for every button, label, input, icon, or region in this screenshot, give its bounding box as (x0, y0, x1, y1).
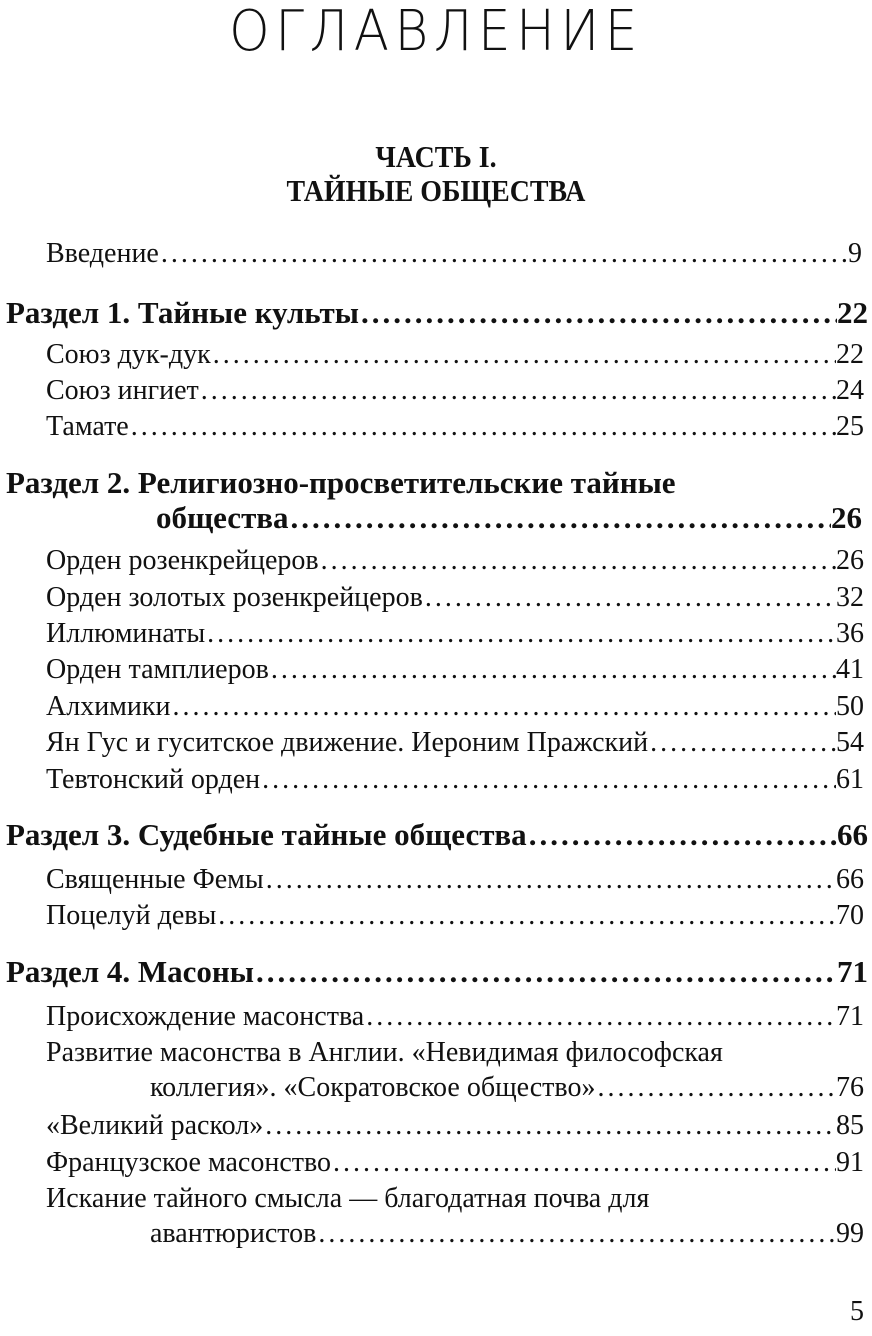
dot-leader (359, 295, 837, 331)
toc-page-number: 24 (836, 375, 864, 406)
dot-leader (211, 337, 836, 373)
toc-entry-label: Искание тайного смысла — благодатная почва для (46, 1183, 650, 1214)
toc-section-4[interactable] (6, 954, 868, 990)
toc-entry[interactable] (46, 898, 864, 934)
toc-section-1[interactable] (6, 295, 868, 331)
toc-entry[interactable] (46, 862, 864, 898)
toc-page-number: 26 (831, 500, 862, 535)
toc-entry-introduction[interactable] (46, 236, 862, 272)
toc-section-label: Раздел 1. Тайные культы (6, 295, 359, 330)
toc-section-label: Раздел 2. Религиозно-просветительские тайные (6, 465, 676, 500)
toc-entry-line1[interactable] (46, 1181, 649, 1217)
dot-leader (205, 616, 836, 652)
dot-leader (254, 954, 837, 990)
toc-section-label: Раздел 4. Масоны (6, 954, 254, 989)
dot-leader (423, 580, 836, 616)
toc-page-number: 66 (836, 864, 864, 895)
dot-leader (331, 1145, 836, 1181)
toc-page-number: 36 (836, 618, 864, 649)
toc-entry[interactable] (46, 1145, 864, 1181)
dot-leader (264, 862, 836, 898)
dot-leader (129, 409, 836, 445)
dot-leader (364, 999, 836, 1035)
dot-leader (316, 1216, 836, 1252)
toc-page-number: 26 (836, 545, 864, 576)
dot-leader (199, 373, 836, 409)
toc-entry[interactable] (46, 543, 864, 579)
toc-page-number: 76 (836, 1072, 864, 1103)
toc-section-label: Раздел 3. Судебные тайные общества (6, 817, 527, 852)
toc-section-2-line1[interactable] (6, 465, 676, 501)
dot-leader (527, 817, 837, 853)
toc-page-number: 50 (836, 691, 864, 722)
toc-entry-label: авантюристов (150, 1218, 317, 1249)
toc-entry-label: Введение (46, 238, 159, 269)
toc-page-number: 54 (836, 727, 864, 758)
toc-entry[interactable] (46, 652, 864, 688)
part-heading-title: ТАЙНЫЕ ОБЩЕСТВА (286, 173, 586, 208)
page-number: 5 (850, 1296, 864, 1327)
toc-page-number: 91 (836, 1147, 864, 1178)
toc-page-number: 9 (848, 238, 862, 269)
toc-entry-label: Священные Фемы (46, 864, 264, 895)
toc-entry-label: Ян Гус и гуситское движение. Иероним Пражский (46, 727, 649, 758)
dot-leader (170, 689, 836, 725)
toc-entry-label: Поцелуй девы (46, 900, 217, 931)
dot-leader (260, 762, 836, 798)
toc-page-number: 22 (837, 295, 868, 330)
toc-entry[interactable] (46, 999, 864, 1035)
toc-entry[interactable] (46, 409, 864, 445)
toc-entry-line2[interactable] (150, 1216, 864, 1252)
toc-page-number: 66 (837, 817, 868, 852)
toc-entry-label: Иллюминаты (46, 618, 206, 649)
toc-page-number: 22 (836, 339, 864, 370)
dot-leader (269, 652, 836, 688)
toc-entry[interactable] (46, 337, 864, 373)
toc-entry-label: «Великий раскол» (46, 1110, 264, 1141)
toc-page-number: 99 (836, 1218, 864, 1249)
toc-entry-label: Алхимики (46, 691, 171, 722)
toc-page-number: 71 (837, 954, 868, 989)
toc-entry-label: коллегия». «Сократовское общество» (150, 1072, 596, 1103)
toc-entry-label: Союз ингиет (46, 375, 199, 406)
toc-page-number: 25 (836, 411, 864, 442)
toc-page-number: 61 (836, 764, 864, 795)
toc-entry-label: Орден розенкрейцеров (46, 545, 319, 576)
toc-page-number: 70 (836, 900, 864, 931)
toc-entry-line2[interactable] (150, 1070, 864, 1106)
toc-entry[interactable] (46, 616, 864, 652)
page-title: ОГЛАВЛЕНИЕ (229, 0, 643, 64)
toc-entry-line1[interactable] (46, 1035, 723, 1071)
toc-entry[interactable] (46, 689, 864, 725)
dot-leader (159, 236, 848, 272)
toc-section-2-line2[interactable] (156, 500, 862, 536)
toc-entry[interactable] (46, 373, 864, 409)
part-heading-number: ЧАСТЬ I. (375, 139, 497, 174)
dot-leader (216, 898, 836, 934)
toc-page-number: 32 (836, 582, 864, 613)
dot-leader (319, 543, 836, 579)
toc-page-number: 71 (836, 1001, 864, 1032)
dot-leader (648, 725, 836, 761)
toc-entry[interactable] (46, 725, 864, 761)
toc-entry-label: Происхождение масонства (46, 1001, 365, 1032)
dot-leader (263, 1108, 836, 1144)
toc-entry-label: Развитие масонства в Англии. «Невидимая философская (46, 1037, 723, 1068)
toc-entry-label: Тамате (46, 411, 129, 442)
dot-leader (289, 500, 831, 536)
toc-entry-label: Союз дук-дук (46, 339, 211, 370)
toc-page-number: 41 (836, 654, 864, 685)
toc-entry-label: Тевтонский орден (46, 764, 261, 795)
toc-entry[interactable] (46, 762, 864, 798)
toc-entry-label: Орден тамплиеров (46, 654, 269, 685)
dot-leader (595, 1070, 836, 1106)
toc-page-number: 85 (836, 1110, 864, 1141)
toc-entry[interactable] (46, 580, 864, 616)
toc-entry-label: Французское масонство (46, 1147, 332, 1178)
toc-section-label: общества (156, 500, 289, 535)
toc-entry[interactable] (46, 1108, 864, 1144)
toc-section-3[interactable] (6, 817, 868, 853)
toc-entry-label: Орден золотых розенкрейцеров (46, 582, 423, 613)
